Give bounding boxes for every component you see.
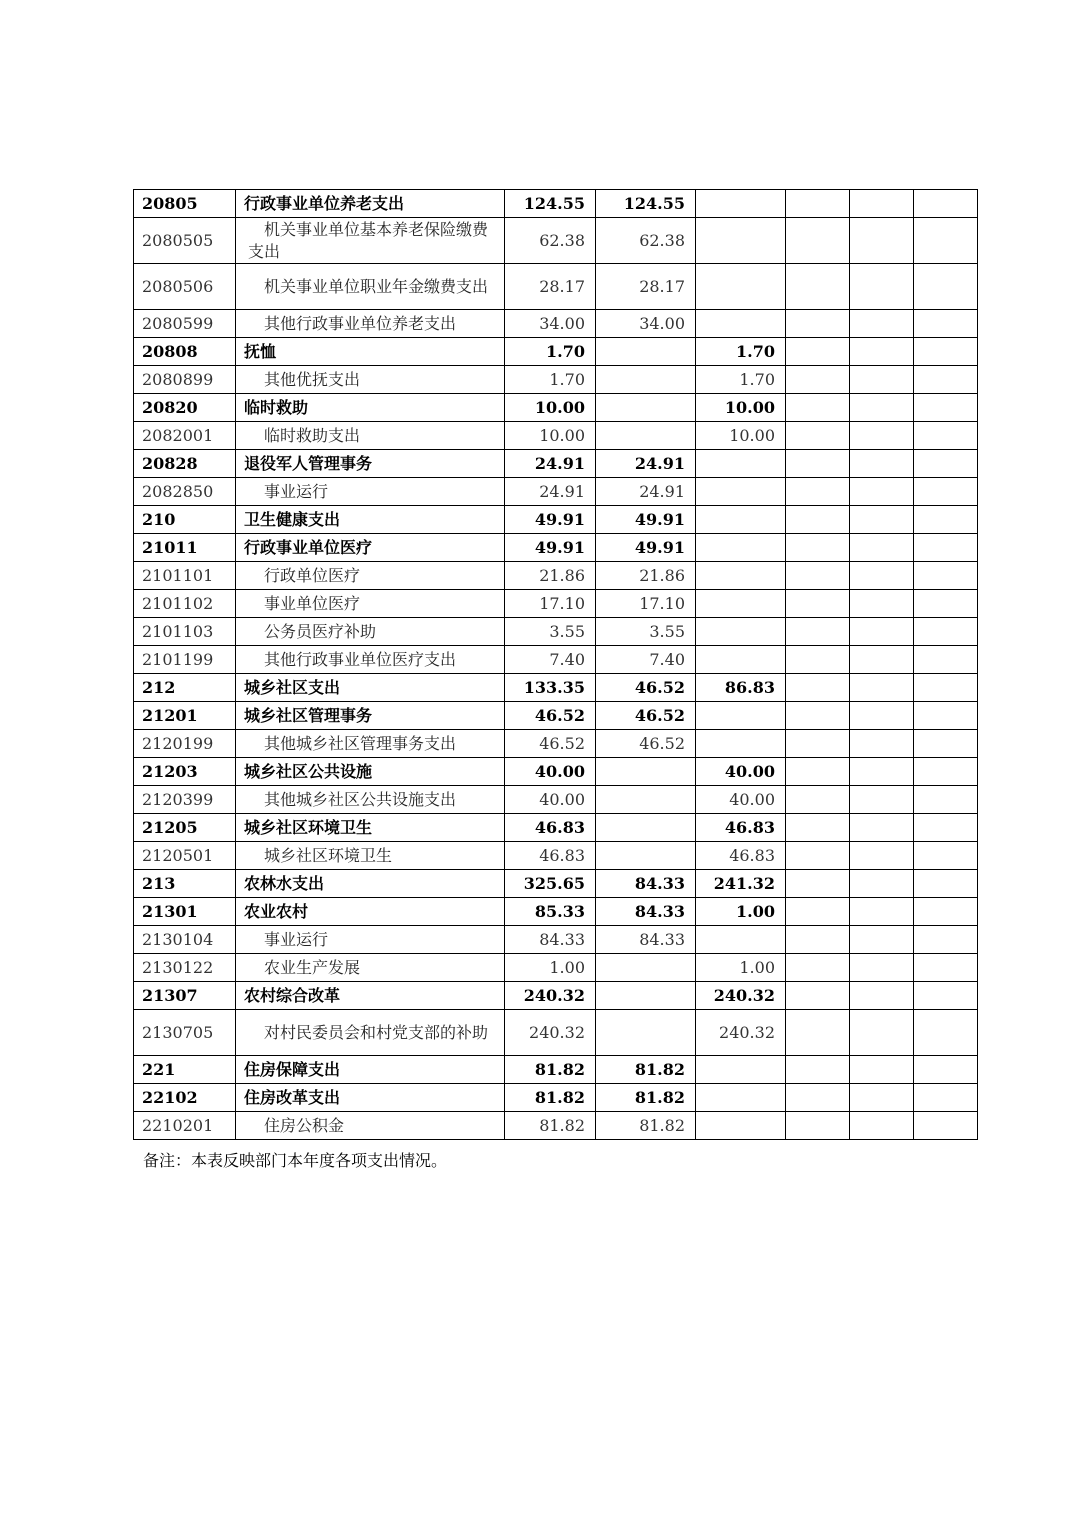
cell-empty — [850, 264, 914, 310]
cell-empty — [786, 674, 850, 702]
cell-code: 2101199 — [134, 646, 236, 674]
cell-empty — [786, 534, 850, 562]
cell-empty — [850, 954, 914, 982]
cell-empty — [786, 562, 850, 590]
cell-empty — [850, 190, 914, 218]
cell-empty — [850, 506, 914, 534]
cell-empty — [786, 478, 850, 506]
cell-empty — [786, 1112, 850, 1140]
table-row — [134, 450, 978, 478]
table-row — [134, 618, 978, 646]
cell-empty — [786, 954, 850, 982]
cell-project — [696, 590, 786, 618]
cell-total: 46.83 — [505, 842, 596, 870]
cell-project: 40.00 — [696, 786, 786, 814]
cell-empty — [914, 646, 978, 674]
cell-name: 事业运行 — [236, 478, 505, 506]
table-row — [134, 310, 978, 338]
cell-total: 81.82 — [505, 1084, 596, 1112]
cell-name: 城乡社区管理事务 — [236, 702, 505, 730]
table-row — [134, 786, 978, 814]
cell-empty — [786, 1084, 850, 1112]
cell-empty — [914, 1112, 978, 1140]
cell-name: 临时救助 — [236, 394, 505, 422]
cell-basic: 49.91 — [596, 506, 696, 534]
table-row — [134, 758, 978, 786]
cell-empty — [914, 702, 978, 730]
cell-empty — [850, 534, 914, 562]
cell-empty — [914, 534, 978, 562]
cell-name: 卫生健康支出 — [236, 506, 505, 534]
cell-empty — [850, 842, 914, 870]
cell-empty — [914, 218, 978, 264]
expenditure-table — [133, 189, 978, 1140]
cell-code: 22102 — [134, 1084, 236, 1112]
cell-empty — [786, 218, 850, 264]
cell-total: 40.00 — [505, 758, 596, 786]
cell-empty — [786, 926, 850, 954]
cell-empty — [914, 954, 978, 982]
cell-code: 221 — [134, 1056, 236, 1084]
cell-code: 2080899 — [134, 366, 236, 394]
cell-name: 城乡社区环境卫生 — [236, 842, 505, 870]
cell-name: 抚恤 — [236, 338, 505, 366]
cell-basic — [596, 758, 696, 786]
cell-empty — [850, 702, 914, 730]
cell-code: 21301 — [134, 898, 236, 926]
cell-code: 212 — [134, 674, 236, 702]
cell-name: 其他城乡社区管理事务支出 — [236, 730, 505, 758]
table-row — [134, 338, 978, 366]
cell-empty — [850, 814, 914, 842]
cell-total: 124.55 — [505, 190, 596, 218]
cell-empty — [786, 450, 850, 478]
cell-name: 城乡社区公共设施 — [236, 758, 505, 786]
cell-name: 退役军人管理事务 — [236, 450, 505, 478]
cell-total: 46.52 — [505, 702, 596, 730]
cell-name: 农业农村 — [236, 898, 505, 926]
cell-empty — [850, 646, 914, 674]
table-row — [134, 478, 978, 506]
cell-empty — [850, 394, 914, 422]
cell-name: 城乡社区支出 — [236, 674, 505, 702]
cell-empty — [850, 618, 914, 646]
cell-name: 其他城乡社区公共设施支出 — [236, 786, 505, 814]
cell-code: 2120399 — [134, 786, 236, 814]
cell-empty — [850, 590, 914, 618]
cell-project — [696, 1056, 786, 1084]
cell-name: 行政单位医疗 — [236, 562, 505, 590]
cell-name: 住房公积金 — [236, 1112, 505, 1140]
cell-name: 其他优抚支出 — [236, 366, 505, 394]
cell-name: 农业生产发展 — [236, 954, 505, 982]
cell-empty — [786, 618, 850, 646]
cell-name: 对村民委员会和村党支部的补助 — [236, 1010, 505, 1056]
cell-name: 公务员医疗补助 — [236, 618, 505, 646]
cell-code: 2080505 — [134, 218, 236, 264]
cell-empty — [850, 758, 914, 786]
cell-basic — [596, 1010, 696, 1056]
cell-code: 21307 — [134, 982, 236, 1010]
cell-empty — [786, 338, 850, 366]
cell-empty — [914, 450, 978, 478]
table-row — [134, 366, 978, 394]
cell-name: 农村综合改革 — [236, 982, 505, 1010]
cell-empty — [850, 1056, 914, 1084]
cell-empty — [850, 218, 914, 264]
cell-project — [696, 264, 786, 310]
table-row — [134, 870, 978, 898]
cell-name: 其他行政事业单位养老支出 — [236, 310, 505, 338]
cell-empty — [914, 562, 978, 590]
cell-empty — [850, 1112, 914, 1140]
cell-empty — [786, 786, 850, 814]
cell-total: 81.82 — [505, 1112, 596, 1140]
cell-code: 2130122 — [134, 954, 236, 982]
cell-project — [696, 730, 786, 758]
cell-project — [696, 478, 786, 506]
cell-name: 行政事业单位养老支出 — [236, 190, 505, 218]
cell-empty — [850, 926, 914, 954]
cell-project — [696, 926, 786, 954]
cell-project: 240.32 — [696, 982, 786, 1010]
cell-project — [696, 1084, 786, 1112]
cell-project — [696, 310, 786, 338]
cell-code: 2120501 — [134, 842, 236, 870]
table-row — [134, 218, 978, 264]
cell-code: 2082850 — [134, 478, 236, 506]
cell-empty — [786, 422, 850, 450]
cell-name: 事业单位医疗 — [236, 590, 505, 618]
cell-code: 2101102 — [134, 590, 236, 618]
cell-code: 2130705 — [134, 1010, 236, 1056]
cell-total: 240.32 — [505, 982, 596, 1010]
cell-total: 24.91 — [505, 478, 596, 506]
cell-empty — [850, 870, 914, 898]
cell-project: 10.00 — [696, 422, 786, 450]
cell-empty — [786, 870, 850, 898]
cell-empty — [914, 310, 978, 338]
cell-empty — [786, 1010, 850, 1056]
table-row — [134, 674, 978, 702]
cell-code: 20808 — [134, 338, 236, 366]
cell-basic: 28.17 — [596, 264, 696, 310]
cell-empty — [786, 730, 850, 758]
cell-code: 20805 — [134, 190, 236, 218]
cell-total: 62.38 — [505, 218, 596, 264]
cell-code: 2210201 — [134, 1112, 236, 1140]
cell-project: 241.32 — [696, 870, 786, 898]
cell-basic: 84.33 — [596, 870, 696, 898]
table-row — [134, 506, 978, 534]
cell-empty — [786, 310, 850, 338]
cell-total: 10.00 — [505, 422, 596, 450]
table-row — [134, 730, 978, 758]
cell-basic: 124.55 — [596, 190, 696, 218]
cell-total: 85.33 — [505, 898, 596, 926]
table-row — [134, 534, 978, 562]
cell-project: 40.00 — [696, 758, 786, 786]
cell-name: 机关事业单位基本养老保险缴费支出 — [236, 218, 505, 264]
cell-empty — [914, 506, 978, 534]
cell-project: 1.70 — [696, 366, 786, 394]
cell-project — [696, 506, 786, 534]
cell-name: 农林水支出 — [236, 870, 505, 898]
cell-basic — [596, 954, 696, 982]
table-row — [134, 1084, 978, 1112]
cell-empty — [786, 394, 850, 422]
cell-project — [696, 562, 786, 590]
cell-project: 86.83 — [696, 674, 786, 702]
cell-empty — [914, 394, 978, 422]
cell-total: 17.10 — [505, 590, 596, 618]
cell-empty — [914, 590, 978, 618]
cell-project: 1.00 — [696, 954, 786, 982]
cell-code: 20828 — [134, 450, 236, 478]
cell-project — [696, 218, 786, 264]
cell-basic — [596, 394, 696, 422]
table-row — [134, 982, 978, 1010]
cell-empty — [914, 264, 978, 310]
cell-empty — [914, 190, 978, 218]
cell-empty — [786, 1056, 850, 1084]
table-row — [134, 954, 978, 982]
table-row — [134, 264, 978, 310]
cell-empty — [914, 618, 978, 646]
cell-basic: 46.52 — [596, 730, 696, 758]
table-row — [134, 1010, 978, 1056]
cell-project: 46.83 — [696, 842, 786, 870]
cell-empty — [914, 478, 978, 506]
footnote: 备注：本表反映部门本年度各项支出情况。 — [143, 1151, 448, 1170]
cell-name: 住房保障支出 — [236, 1056, 505, 1084]
table-row — [134, 842, 978, 870]
cell-basic — [596, 422, 696, 450]
cell-empty — [914, 338, 978, 366]
cell-empty — [914, 898, 978, 926]
cell-code: 2080599 — [134, 310, 236, 338]
cell-total: 34.00 — [505, 310, 596, 338]
cell-code: 213 — [134, 870, 236, 898]
cell-code: 21205 — [134, 814, 236, 842]
cell-empty — [850, 786, 914, 814]
cell-basic: 34.00 — [596, 310, 696, 338]
cell-basic — [596, 814, 696, 842]
cell-project — [696, 646, 786, 674]
cell-empty — [914, 422, 978, 450]
cell-project — [696, 702, 786, 730]
cell-empty — [914, 1056, 978, 1084]
cell-empty — [914, 842, 978, 870]
cell-empty — [850, 562, 914, 590]
cell-basic: 62.38 — [596, 218, 696, 264]
cell-empty — [914, 814, 978, 842]
cell-name: 机关事业单位职业年金缴费支出 — [236, 264, 505, 310]
cell-total: 325.65 — [505, 870, 596, 898]
cell-total: 46.52 — [505, 730, 596, 758]
table-row — [134, 190, 978, 218]
cell-empty — [786, 814, 850, 842]
table-body — [134, 190, 978, 1140]
cell-name: 临时救助支出 — [236, 422, 505, 450]
cell-empty — [914, 926, 978, 954]
cell-empty — [850, 730, 914, 758]
cell-total: 46.83 — [505, 814, 596, 842]
cell-name: 行政事业单位医疗 — [236, 534, 505, 562]
cell-basic: 84.33 — [596, 898, 696, 926]
cell-basic — [596, 982, 696, 1010]
cell-code: 2101101 — [134, 562, 236, 590]
cell-basic — [596, 338, 696, 366]
cell-total: 28.17 — [505, 264, 596, 310]
cell-basic: 81.82 — [596, 1112, 696, 1140]
cell-empty — [786, 982, 850, 1010]
cell-empty — [914, 730, 978, 758]
cell-project: 10.00 — [696, 394, 786, 422]
cell-code: 2101103 — [134, 618, 236, 646]
cell-empty — [850, 422, 914, 450]
cell-empty — [914, 366, 978, 394]
cell-empty — [914, 1084, 978, 1112]
cell-empty — [850, 338, 914, 366]
table-row — [134, 562, 978, 590]
cell-empty — [914, 982, 978, 1010]
cell-project — [696, 1112, 786, 1140]
cell-code: 2082001 — [134, 422, 236, 450]
cell-code: 21201 — [134, 702, 236, 730]
cell-empty — [914, 786, 978, 814]
cell-empty — [786, 702, 850, 730]
cell-basic — [596, 842, 696, 870]
cell-name: 城乡社区环境卫生 — [236, 814, 505, 842]
cell-empty — [850, 1010, 914, 1056]
cell-basic: 81.82 — [596, 1056, 696, 1084]
table-row — [134, 1056, 978, 1084]
cell-basic: 46.52 — [596, 702, 696, 730]
cell-empty — [850, 982, 914, 1010]
cell-basic: 21.86 — [596, 562, 696, 590]
cell-basic: 3.55 — [596, 618, 696, 646]
cell-total: 49.91 — [505, 534, 596, 562]
table-row — [134, 814, 978, 842]
cell-empty — [786, 842, 850, 870]
cell-empty — [850, 1084, 914, 1112]
cell-basic: 24.91 — [596, 478, 696, 506]
cell-empty — [850, 478, 914, 506]
cell-total: 133.35 — [505, 674, 596, 702]
cell-empty — [850, 898, 914, 926]
cell-empty — [786, 506, 850, 534]
cell-project: 1.70 — [696, 338, 786, 366]
table-row — [134, 394, 978, 422]
cell-total: 3.55 — [505, 618, 596, 646]
cell-empty — [786, 190, 850, 218]
cell-name: 住房改革支出 — [236, 1084, 505, 1112]
cell-total: 21.86 — [505, 562, 596, 590]
cell-code: 2130104 — [134, 926, 236, 954]
cell-project: 46.83 — [696, 814, 786, 842]
cell-basic: 17.10 — [596, 590, 696, 618]
cell-basic: 46.52 — [596, 674, 696, 702]
cell-code: 210 — [134, 506, 236, 534]
cell-basic: 24.91 — [596, 450, 696, 478]
cell-project — [696, 190, 786, 218]
cell-basic: 81.82 — [596, 1084, 696, 1112]
cell-empty — [786, 898, 850, 926]
cell-empty — [786, 264, 850, 310]
cell-basic: 49.91 — [596, 534, 696, 562]
table-row — [134, 926, 978, 954]
cell-total: 24.91 — [505, 450, 596, 478]
table-row — [134, 646, 978, 674]
cell-empty — [786, 758, 850, 786]
cell-total: 40.00 — [505, 786, 596, 814]
cell-total: 1.00 — [505, 954, 596, 982]
cell-total: 84.33 — [505, 926, 596, 954]
cell-empty — [786, 590, 850, 618]
cell-empty — [850, 310, 914, 338]
cell-code: 21011 — [134, 534, 236, 562]
cell-basic — [596, 366, 696, 394]
table-row — [134, 422, 978, 450]
cell-project: 240.32 — [696, 1010, 786, 1056]
cell-empty — [850, 366, 914, 394]
cell-empty — [850, 674, 914, 702]
cell-total: 81.82 — [505, 1056, 596, 1084]
cell-basic — [596, 786, 696, 814]
cell-basic: 84.33 — [596, 926, 696, 954]
cell-total: 1.70 — [505, 338, 596, 366]
cell-empty — [914, 870, 978, 898]
cell-total: 49.91 — [505, 506, 596, 534]
cell-total: 1.70 — [505, 366, 596, 394]
cell-project — [696, 618, 786, 646]
cell-project — [696, 450, 786, 478]
cell-total: 7.40 — [505, 646, 596, 674]
cell-code: 20820 — [134, 394, 236, 422]
cell-empty — [786, 366, 850, 394]
table-row — [134, 898, 978, 926]
table-row — [134, 702, 978, 730]
cell-code: 21203 — [134, 758, 236, 786]
cell-name: 其他行政事业单位医疗支出 — [236, 646, 505, 674]
cell-empty — [914, 1010, 978, 1056]
cell-empty — [914, 758, 978, 786]
cell-code: 2120199 — [134, 730, 236, 758]
cell-total: 10.00 — [505, 394, 596, 422]
cell-empty — [786, 646, 850, 674]
cell-project — [696, 534, 786, 562]
table-row — [134, 590, 978, 618]
cell-total: 240.32 — [505, 1010, 596, 1056]
cell-basic: 7.40 — [596, 646, 696, 674]
cell-code: 2080506 — [134, 264, 236, 310]
table-row — [134, 1112, 978, 1140]
cell-project: 1.00 — [696, 898, 786, 926]
cell-name: 事业运行 — [236, 926, 505, 954]
cell-empty — [914, 674, 978, 702]
cell-empty — [850, 450, 914, 478]
